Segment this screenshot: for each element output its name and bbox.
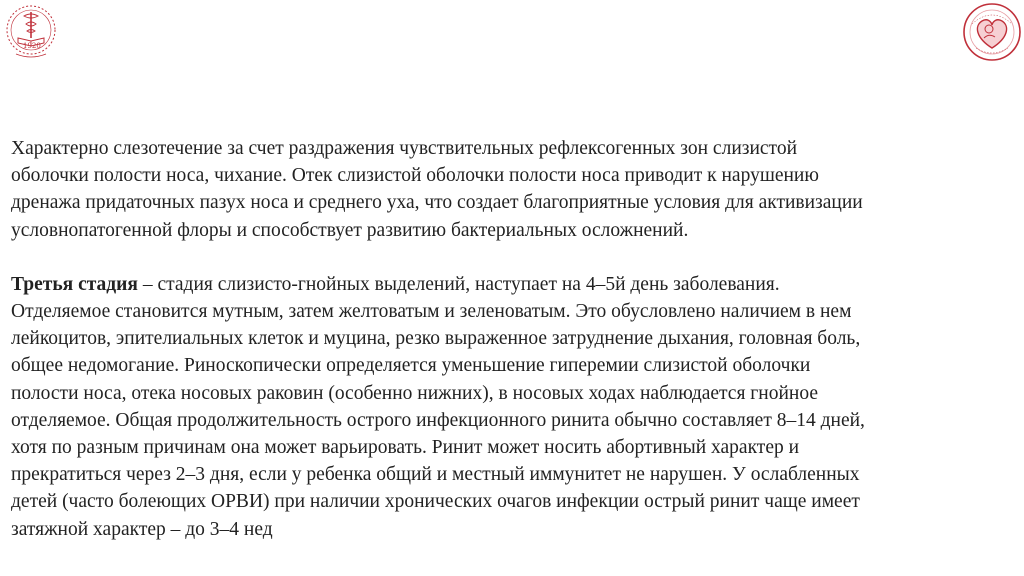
third-stage-heading: Третья стадия [11, 273, 138, 295]
paragraph-spacer [11, 244, 1015, 271]
paragraph-symptoms: Характерно слезотечение за счет раздражения чувствительных рефлексогенных зон слизистой оболочки полости носа, чихание. Отек слизистой оболочки полости носа приводит к нарушению дренажа придаточных пазух носа и среднего уха, что создает благоприятные условия для активизации условнопатогенной флоры и способствует развитию бактериальных осложнений. [11, 138, 863, 241]
third-stage-text: – стадия слизисто-гнойных выделений, наступает на 4–5й день заболевания. Отделяемое становится мутным, затем желтоватым и зеленоватым. Это обусловлено наличием в нем лейкоцитов, эпителиальных клеток и муцина, резко выраженное затруднение дыхания, головная боль, общее недомогание. Риноскопически определяется уменьшение гиперемии слизистой оболочки полости носа, отека носовых раковин (особенно нижних), в носовых ходах наблюдается гнойное отделяемое. Общая продолжительность острого инфекционного ринита обычно составляет 8–14 дней, хотя по разным причинам она может варьировать. Ринит может носить абортивный характер и прекратиться через 2–3 дня, если у ребенка общий и местный иммунитет не нарушен. У ослабленных детей (часто болеющих ОРВИ) при наличии хронических очагов инфекции острый ринит чаще имеет затяжной характер – до 3–4 нед [11, 273, 865, 540]
pediatrics-logo [962, 2, 1022, 62]
paragraph-third-stage [11, 271, 1015, 543]
heart-child-emblem-icon [962, 2, 1022, 62]
university-emblem-icon [4, 2, 58, 62]
university-logo [4, 2, 58, 62]
slide-body [11, 135, 1015, 543]
logo-year: 1920 [23, 42, 41, 50]
